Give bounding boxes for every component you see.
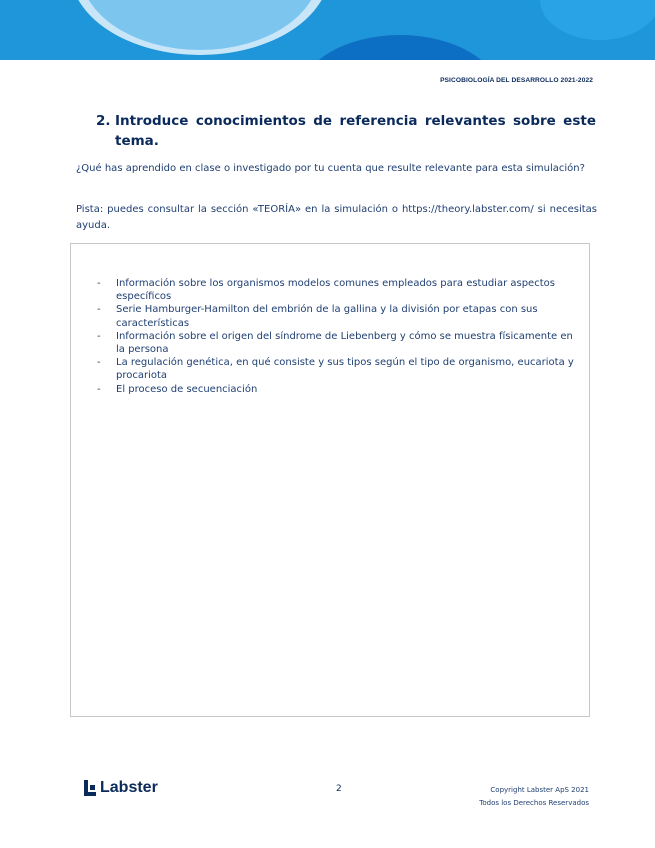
header-banner	[0, 0, 655, 60]
section-number: 2.	[96, 113, 111, 129]
decorative-shape	[300, 35, 500, 60]
list-item	[97, 330, 583, 356]
logo-text: Labster	[100, 779, 158, 796]
list-item	[97, 303, 583, 329]
list-item	[97, 277, 583, 303]
list-item-text: Información sobre el origen del síndrome de Liebenberg y cómo se muestra físicamente en la persona	[116, 330, 573, 356]
answer-list	[97, 277, 583, 396]
bullet-marker: -	[97, 383, 101, 395]
section-title-text: Introduce conocimientos de referencia relevantes sobre este tema.	[115, 113, 596, 149]
page-number: 2	[336, 784, 342, 794]
section-title	[96, 111, 596, 151]
list-item-text: El proceso de secuenciación	[116, 383, 258, 395]
decorative-shape	[80, 0, 320, 50]
answer-box[interactable]	[70, 243, 590, 717]
copyright-line: Copyright Labster ApS 2021	[490, 786, 589, 794]
decorative-shape	[540, 0, 655, 40]
course-header: PSICOBIOLOGÍA DEL DESARROLLO 2021-2022	[440, 77, 593, 84]
labster-logo	[84, 779, 158, 797]
copyright	[479, 784, 589, 810]
labster-logo-icon	[84, 780, 96, 796]
bullet-marker: -	[97, 357, 101, 369]
bullet-marker: -	[97, 304, 101, 316]
list-item-text: Serie Hamburger-Hamilton del embrión de la gallina y la división por etapas con sus características	[116, 304, 538, 329]
rights-line: Todos los Derechos Reservados	[479, 799, 589, 807]
list-item-text: Información sobre los organismos modelos comunes empleados para estudiar aspectos específicos	[116, 278, 555, 303]
list-item	[97, 356, 583, 382]
list-item	[97, 383, 583, 396]
question-text: ¿Qué has aprendido en clase o investigado por tu cuenta que resulte relevante para esta simulación?	[76, 163, 585, 174]
list-item-text: La regulación genética, en qué consiste y sus tipos según el tipo de organismo, eucariota y procariota	[116, 357, 574, 382]
bullet-marker: -	[97, 330, 101, 342]
hint-text: Pista: puedes consultar la sección «TEORÍA» en la simulación o https://theory.labster.com/ si necesitas ayuda.	[76, 204, 597, 231]
bullet-marker: -	[97, 278, 101, 289]
